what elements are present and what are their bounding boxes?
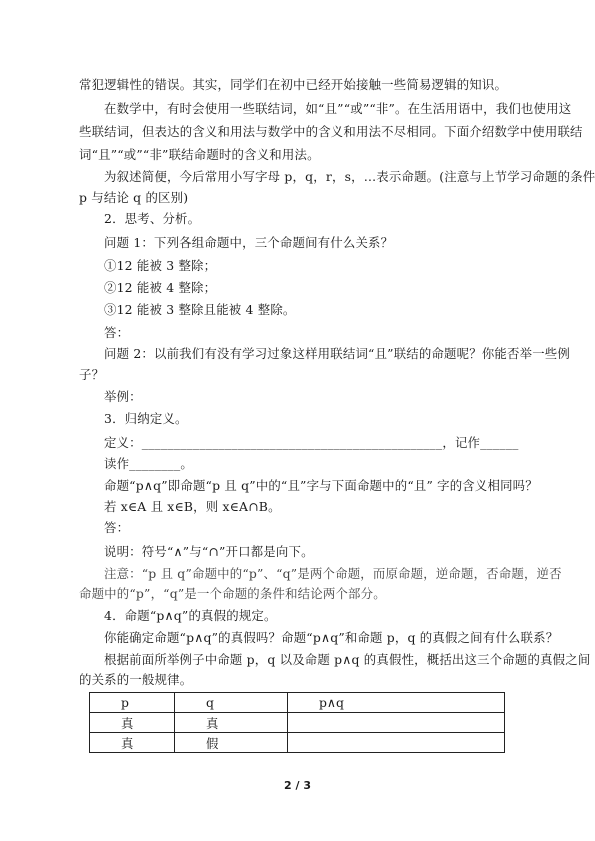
answer-label: 答： [104,325,130,340]
table-row [90,733,505,753]
table-header-cell: q [175,693,288,713]
text-line: 在数学中，有时会使用一些联结词，如“且”“或”“非”。在生活用语中，我们也使用这 [104,101,572,116]
table-row [90,713,505,733]
table-cell: 真 [90,713,175,733]
text-line: 问题 1：下列各组命题中，三个命题间有什么关系？ [104,235,394,250]
table-header-row [90,693,505,713]
note-line: 命题中的“p”，“q”是一个命题的条件和结论两个部分。 [79,586,386,601]
note-line: 注意：“p 且 q”命题中的“p”、“q”是两个命题，而原命题，逆命题，否命题，逆否 [104,566,562,581]
answer-label: 答： [104,520,130,535]
text-line: 根据前面所举例子中命题 p，q 以及命题 p∧q 的真假性，概括出这三个命题的真假之间 [104,652,591,667]
list-item: ①12 能被 3 整除； [104,258,217,273]
table-cell: 真 [175,713,288,733]
table-cell [288,733,505,753]
page-number: 2 / 3 [284,779,311,792]
text-line: 的关系的一般规律。 [79,672,193,687]
text-line: 若 x∈A 且 x∈B，则 x∈A∩B。 [104,499,281,514]
table-header-cell: p∧q [288,693,505,713]
text-line: p 与结论 q 的区别) [79,190,189,205]
table-cell [288,713,505,733]
list-item: ②12 能被 4 整除； [104,280,217,295]
text-line: 为叙述简便，今后常用小写字母 p，q，r，s，…表示命题。(注意与上节学习命题的条件 [104,169,595,184]
section-heading: 2．思考、分析。 [104,211,201,226]
text-line: 问题 2：以前我们有没有学习过象这样用联结词“且”联结的命题呢？你能否举一些例 [104,346,570,361]
definition-line: 读作________。 [104,456,193,471]
table-cell: 假 [175,733,288,753]
table-cell: 真 [90,733,175,753]
text-line: 说明：符号“∧”与“∩”开口都是向下。 [104,544,314,559]
text-line: 命题“p∧q”即命题“p 且 q”中的“且”字与下面命题中的“且” 字的含义相同吗？ [104,478,538,493]
truth-table [89,692,505,753]
text-line: 子？ [79,367,105,382]
text-line: 些联结词，但表达的含义和用法与数学中的含义和用法不尽相同。下面介绍数学中使用联结 [79,124,583,139]
text-line: 举例： [104,389,142,404]
section-heading: 4．命题“p∧q”的真假的规定。 [104,608,277,623]
definition-line: 定义：_______________________________________________，记作______ [104,435,519,450]
text-line: 常犯逻辑性的错误。其实，同学们在初中已经开始接触一些简易逻辑的知识。 [79,77,508,92]
text-line: 词“且”“或”“非”联结命题时的含义和用法。 [79,147,320,162]
list-item: ③12 能被 3 整除且能被 4 整除。 [104,302,296,317]
table-header-cell: p [90,693,175,713]
section-heading: 3．归纳定义。 [104,411,188,426]
text-line: 你能确定命题“p∧q”的真假吗？命题“p∧q”和命题 p，q 的真假之间有什么联系？ [104,630,559,645]
